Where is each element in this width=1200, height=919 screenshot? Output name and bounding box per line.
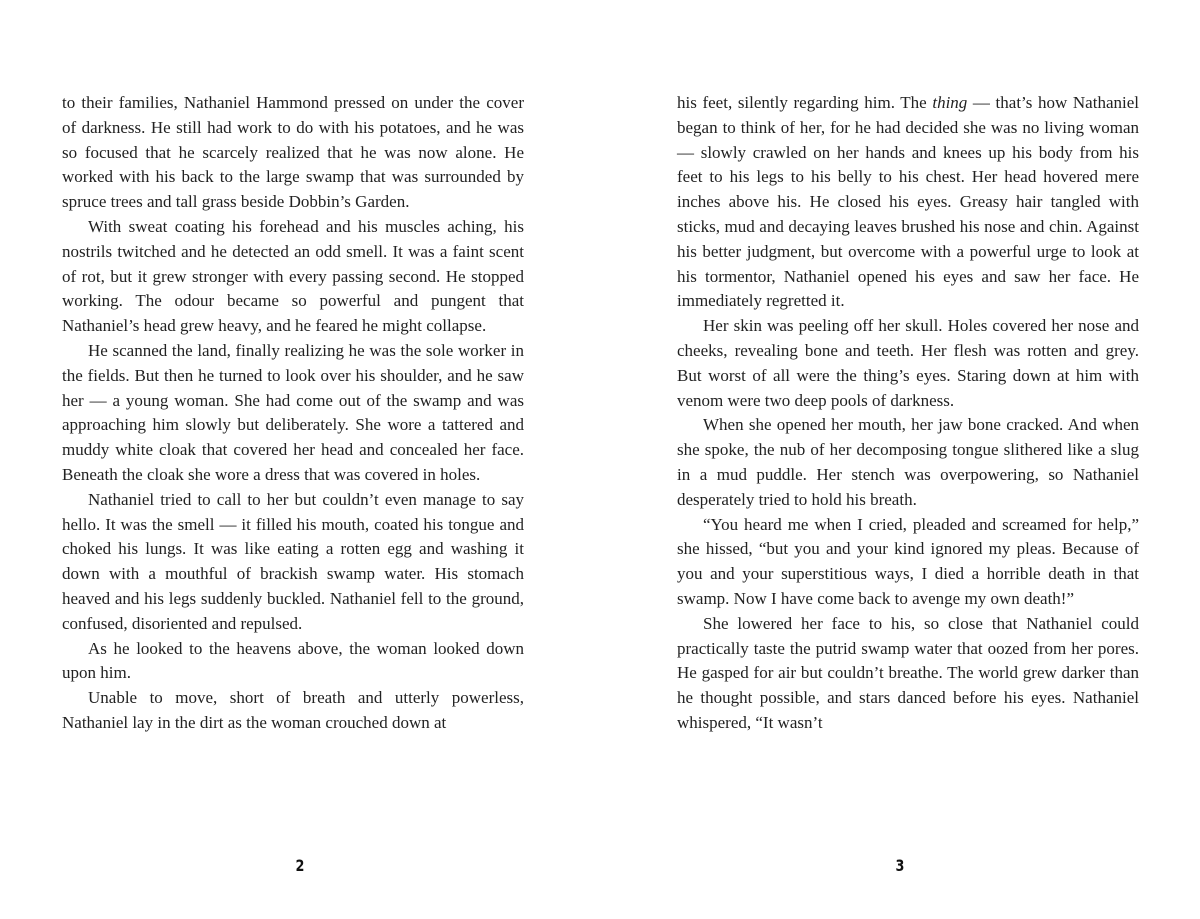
- page-number-left: 2: [295, 856, 305, 875]
- paragraph: When she opened her mouth, her jaw bone cracked. And when she spoke, the nub of her decomposing tongue slithered like a slug in a mud puddle. Her stench was overpowering, so Nathaniel desperately tried to hold his breath.: [677, 415, 1139, 509]
- paragraph: [677, 91, 1139, 314]
- paragraph: Unable to move, short of breath and utterly powerless, Nathaniel lay in the dirt as the woman crouched down at: [62, 688, 524, 732]
- paragraph: She lowered her face to his, so close that Nathaniel could practically taste the putrid swamp water that oozed from her pores. He gasped for air but couldn’t breathe. The world grew darker than he thought possible, and stars danced before his eyes. Nathaniel whispered, “It wasn’t: [677, 613, 1139, 732]
- paragraph: “You heard me when I cried, pleaded and screamed for help,” she hissed, “but you and your kind ignored my pleas. Because of you and your superstitious ways, I died a horrible death in that swamp. Now I have come back to avenge my own death!”: [677, 514, 1139, 608]
- right-page-text: [677, 91, 1139, 736]
- paragraph: Her skin was peeling off her skull. Holes covered her nose and cheeks, revealing bone and teeth. Her flesh was rotten and grey. But worst of all were the thing’s eyes. Staring down at him with venom were two deep pools of darkness.: [677, 316, 1139, 410]
- paragraph: With sweat coating his forehead and his muscles aching, his nostrils twitched and he detected an odd smell. It was a faint scent of rot, but it grew stronger with every passing second. He stopped working. The odour became so powerful and pungent that Nathaniel’s head grew heavy, and he feared he might collapse.: [62, 216, 524, 336]
- page-number-right: 3: [895, 856, 905, 875]
- paragraph: Nathaniel tried to call to her but couldn’t even manage to say hello. It was the smell — it filled his mouth, coated his tongue and choked his lungs. It was like eating a rotten egg and washing it down with a mouthful of brackish swamp water. His stomach heaved and his legs suddenly buckled. Nathaniel fell to the ground, confused, disoriented and repulsed.: [62, 489, 524, 633]
- right-page: [677, 91, 1139, 736]
- paragraph: He scanned the land, finally realizing he was the sole worker in the fields. But then he turned to look over his shoulder, and he saw her — a young woman. She had come out of the swamp and was approaching him slowly but deliberately. She wore a tattered and muddy white cloak that covered her head and concealed her face. Beneath the cloak she wore a dress that was covered in holes.: [62, 340, 524, 484]
- left-page: [62, 91, 524, 736]
- paragraph-text: his feet, silently regarding him. The: [677, 93, 933, 112]
- italic-word: thing: [932, 93, 968, 112]
- paragraph: As he looked to the heavens above, the woman looked down upon him.: [62, 638, 524, 683]
- paragraph-text: — that’s how Nathaniel began to think of her, for he had decided she was no living woman — slowly crawled on her hands and knees up his body from his feet to his legs to his belly to his chest. Her head hovered mere inches above his. He closed his eyes. Greasy hair tangled with sticks, mud and decaying leaves brushed his nose and chin. Against his better judgment, but overcome with a powerful urge to look at his tormentor, Nathaniel opened his eyes and saw her face. He immediately regretted it.: [677, 93, 1139, 311]
- paragraph: to their families, Nathaniel Hammond pressed on under the cover of darkness. He still had work to do with his potatoes, and he was so focused that he scarcely realized that he was now alone. He worked with his back to the large swamp that was surrounded by spruce trees and tall grass beside Dobbin’s Garden.: [62, 93, 524, 212]
- left-page-text: [62, 91, 524, 736]
